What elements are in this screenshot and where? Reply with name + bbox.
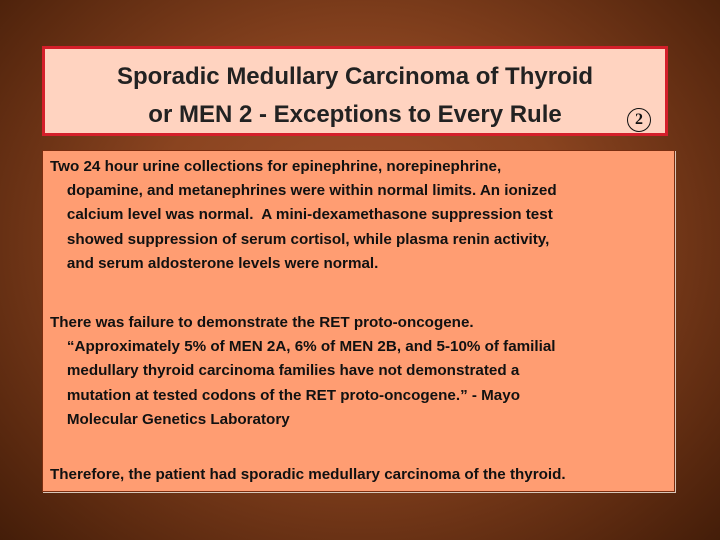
content-box bbox=[42, 150, 675, 492]
slide-number-badge: 2 bbox=[627, 108, 651, 132]
title-box bbox=[42, 46, 668, 136]
paragraph-conclusion: Therefore, the patient had sporadic medullary carcinoma of the thyroid. bbox=[50, 466, 566, 483]
slide-title-line-1: Sporadic Medullary Carcinoma of Thyroid bbox=[116, 63, 594, 90]
paragraph-ret-oncogene: There was failure to demonstrate the RET proto-oncogene. “Approximately 5% of MEN 2A, 6% of MEN 2B, and 5-10% of familial medullary thyroid carcinoma families have not demonstrated a mutation at tested codons of the RET proto-oncogene.” - Mayo Molecular Genetics Laboratory bbox=[50, 314, 556, 428]
paragraph-lab-results: Two 24 hour urine collections for epinephrine, norepinephrine, dopamine, and metanephrines were within normal limits. An ionized calcium level was normal. A mini-dexamethasone suppression test showed suppression of serum cortisol, while plasma renin activity, and serum aldosterone levels were normal. bbox=[50, 158, 557, 272]
slide-title-line-2: or MEN 2 - Exceptions to Every Rule bbox=[148, 101, 562, 128]
